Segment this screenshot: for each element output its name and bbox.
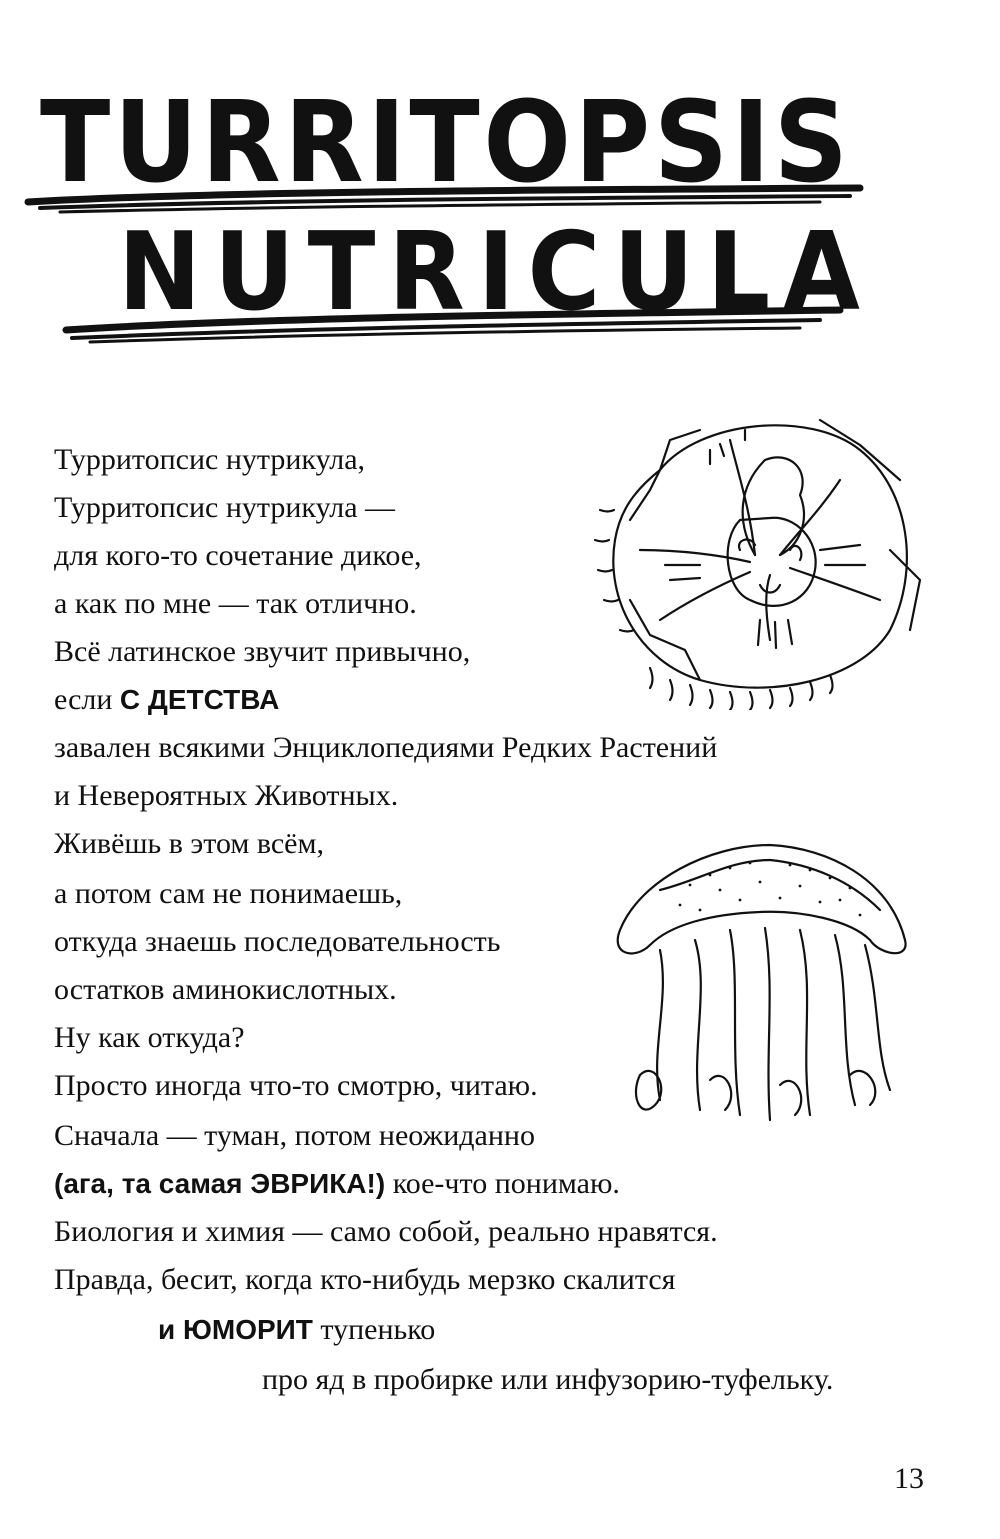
poem-line-text: Живёшь в этом всём, — [54, 827, 324, 860]
poem-line-text: Сначала — туман, потом неожиданно — [54, 1119, 535, 1152]
poem-line — [54, 490, 395, 526]
poem-line — [54, 634, 470, 670]
poem-line-text: тупенько — [312, 1313, 436, 1346]
poem-line-emphasis: (ага, та самая ЭВРИКА!) — [54, 1168, 386, 1199]
poem-line — [54, 730, 717, 766]
poem-line-text: откуда знаешь последовательность — [54, 925, 501, 958]
poem-line — [54, 1166, 620, 1202]
poem-line — [54, 876, 402, 912]
poem-line-emphasis: и ЮМОРИТ — [158, 1314, 313, 1345]
title-line-1: TURRITOPSIS — [40, 78, 852, 208]
poem-line-text: остатков аминокислотных. — [54, 973, 397, 1006]
poem-line — [54, 682, 279, 718]
poem-line — [54, 586, 417, 622]
poem-line-text: завален всякими Энциклопедиями Редких Растений — [54, 731, 718, 764]
poem-line — [262, 1362, 833, 1398]
poem-line — [54, 538, 422, 574]
poem-line-text: Биология и химия — само собой, реально нравятся. — [54, 1215, 718, 1248]
poem-line-text: Всё латинское звучит привычно, — [54, 635, 471, 668]
poem-line-text: а как по мне — так отлично. — [54, 587, 417, 620]
poem-line-text: Просто иногда что-то смотрю, читаю. — [54, 1069, 538, 1102]
poem-line — [54, 442, 365, 478]
poem-line — [54, 1020, 245, 1056]
title-line-2: NUTRICULA — [118, 210, 873, 335]
page-number: 13 — [894, 1462, 924, 1495]
poem-line — [54, 1068, 538, 1104]
poem-line-text: для кого-то сочетание дикое, — [54, 539, 422, 572]
poem-line-text: Турритопсис нутрикула, — [54, 443, 366, 476]
poem-line — [54, 1214, 718, 1250]
poem-line-text: а потом сам не понимаешь, — [54, 877, 403, 910]
poem-line — [54, 778, 398, 814]
poem-line-text: если — [54, 683, 120, 716]
poem-line-text: про яд в пробирке или инфузорию-туфельку. — [262, 1363, 834, 1396]
poem-line — [54, 1262, 675, 1298]
poem-line-text: Правда, бесит, когда кто-нибудь мерзко скалится — [54, 1263, 676, 1296]
poem-line-text: Турритопсис нутрикула — — [54, 491, 396, 524]
poem-line-emphasis: С ДЕТСТВА — [119, 684, 280, 715]
poem-line-text: и Невероятных Животных. — [54, 779, 399, 812]
poem-line — [54, 826, 324, 862]
poem-line — [54, 1118, 535, 1154]
poem-line — [158, 1312, 435, 1348]
poem-line — [54, 972, 397, 1008]
poem-line-text: Ну как откуда? — [54, 1021, 245, 1054]
poem-line-text: кое-что понимаю. — [385, 1167, 620, 1200]
poem-line — [54, 924, 500, 960]
